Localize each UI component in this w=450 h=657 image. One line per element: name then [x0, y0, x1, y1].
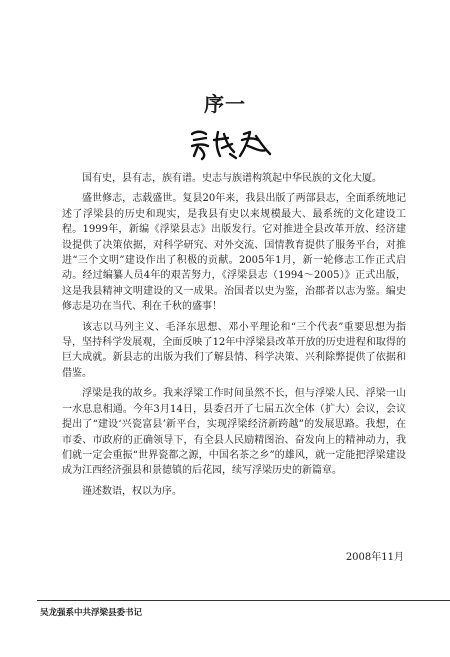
preface-body	[62, 171, 406, 504]
date-line: 2008年11月	[345, 552, 404, 563]
paragraph: 谨述数语，权以为序。	[82, 485, 182, 497]
preface-title: 序一	[204, 92, 246, 116]
footnote-divider	[37, 600, 450, 601]
paragraph: 该志以马列主义、毛泽东思想、邓小平理论和“三个代表”重要思想为指导，坚持科学发展观，全面反映了12年中浮梁县改革开放的历史进程和取得的巨大成就。新县志的出版为我们了解县情、科学决策、兴利除弊提供了依据和借鉴。	[62, 321, 406, 379]
paragraph: 浮梁是我的故乡。我来浮梁工作时间虽然不长，但与浮梁人民、浮梁一山一水息息相通。今年3月14日，县委召开了七届五次全体（扩大）会议，会议提出了“建设‘兴瓷富县’新平台，实现浮梁经济新跨越”的发展思路。我想，在市委、市政府的正确领导下，有全县人民励精图治、奋发向上的精神动力，我们就一定会重振“世界瓷都之源，中国名茶之乡”的雄风，就一定能把浮梁建设成为江西经济强县和景德镇的后花园，续写浮梁历史的新篇章。	[62, 388, 406, 477]
handwritten-signature	[186, 126, 274, 162]
paragraph: 国有史，县有志，族有谱。史志与族谱构筑起中华民族的文化大厦。	[82, 173, 382, 184]
paragraph: 盛世修志，志载盛世。复县20年来，我县出版了两部县志，全面系统地记述了浮梁县的历史和现实，是我县有史以来规模最大、最系统的文化建设工程。1999年，新编《浮梁县志》出版发行。它对推进全县改革开放、经济建设提供了决策依据，对科学研究、对外交流、国情教育提供了服务平台，对推进“三个文明”建设作出了积极的贡献。2005年1月，新一轮修志工作正式启动。经过编纂人员4年的艰苦努力，《浮梁县志（1994～2005）》正式出版，这是我县精神文明建设的又一成果。治国者以史为鉴，治郡者以志为鉴。编史修志是功在当代、利在千秋的盛事！	[62, 193, 406, 313]
author-footnote: 吴龙强系中共浮梁县委书记	[40, 608, 143, 618]
